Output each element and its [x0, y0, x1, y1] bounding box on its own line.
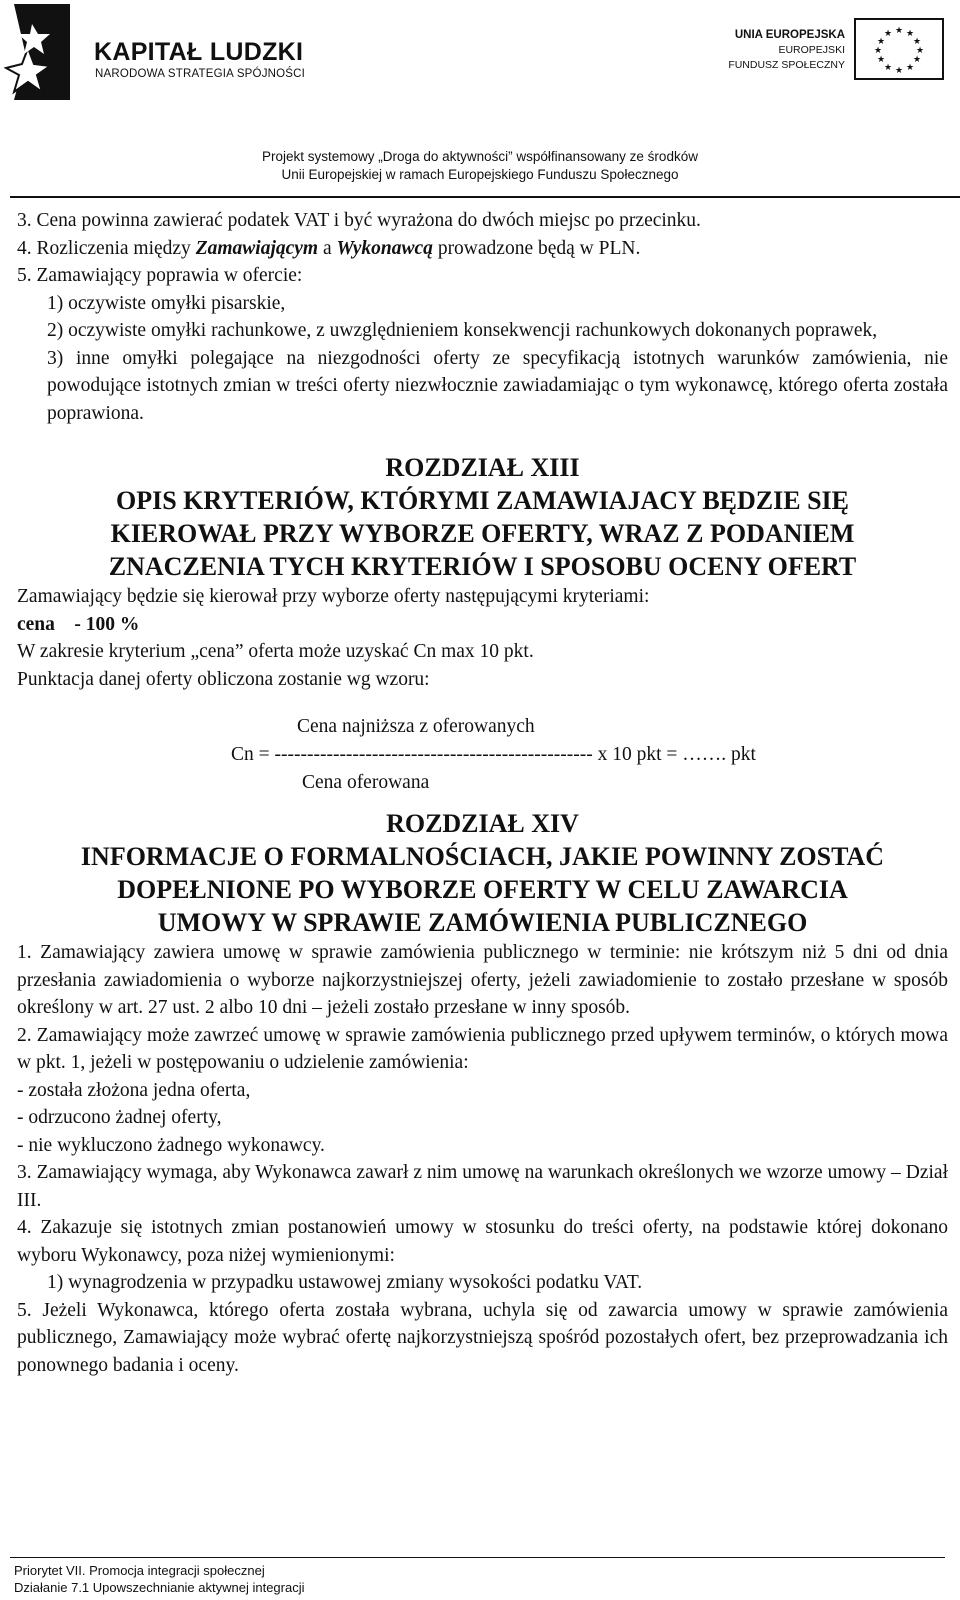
eu-flag-icon	[854, 18, 944, 80]
eu-logo-line1: UNIA EUROPEJSKA	[734, 29, 845, 41]
chapter-xiv-heading-2: DOPEŁNIONE PO WYBORZE OFERTY W CELU ZAWARCIA	[117, 875, 848, 904]
kapital-ludzki-title: KAPITAŁ LUDZKI	[94, 38, 304, 66]
chapter-xiv-item-2-bullet-1: - została złożona jedna oferta,	[17, 1079, 251, 1101]
prev-item-5-3: 3) inne omyłki polegające na niezgodności oferty ze specyfikacją istotnych warunków zamówienia, nie powodujące istotnych zmian w treści oferty niezwłocznie zawiadamiając o tym wykonawcę, którego oferta została poprawiona.	[47, 347, 948, 424]
chapter-xiv-item-1: 1. Zamawiający zawiera umowę w sprawie zamówienia publicznego w terminie: nie krótszym niż 5 dni od dnia przesłania zawiadomienia o wyborze najkorzystniejszej oferty, jeżeli zawiadomienie to zostało przesłane w sposób określony w art. 27 ust. 2 albo 10 dni – jeżeli zostało przesłane w inny sposób.	[17, 942, 948, 1018]
chapter-xiv-item-5: 5. Jeżeli Wykonawca, którego oferta została wybrana, uchyla się od zawarcia umowy w sprawie zamówienia publicznego, Zamawiający może wybrać ofertę najkorzystniejszą spośród pozostałych ofert, bez przeprowadzania ich ponownego badania i oceny.	[17, 1299, 948, 1376]
footer-priority: Priorytet VII. Promocja integracji społecznej	[14, 1563, 265, 1578]
chapter-xiv-heading-1: INFORMACJE O FORMALNOŚCIACH, JAKIE POWINNY ZOSTAĆ	[80, 842, 885, 871]
project-line-1: Projekt systemowy „Droga do aktywności” współfinansowany ze środków	[262, 149, 698, 164]
svg-text:★: ★	[894, 66, 904, 76]
prev-item-4	[17, 235, 948, 263]
eu-logo-line3: FUNDUSZ SPOŁECZNY	[728, 59, 845, 71]
prev-item-3: 3. Cena powinna zawierać podatek VAT i być wyrażona do dwóch miejsc po przecinku.	[17, 210, 701, 231]
kapital-ludzki-emblem-icon	[4, 4, 70, 100]
chapter-xiv-title: ROZDZIAŁ XIV	[386, 809, 579, 838]
zamawiajacy-emphasis: Zamawiającym	[195, 237, 319, 259]
chapter-xiv-item-2-bullet-3: - nie wykluczono żadnego wykonawcy.	[17, 1134, 325, 1156]
svg-text:★: ★	[894, 26, 904, 36]
svg-text:★: ★	[912, 55, 922, 65]
svg-text:★: ★	[876, 37, 886, 47]
page-header	[0, 0, 960, 200]
svg-text:★: ★	[912, 37, 922, 47]
page-footer	[14, 1562, 305, 1596]
chapter-xiv-item-4: 4. Zakazuje się istotnych zmian postanowień umowy w stosunku do treści oferty, na podstawie której dokonano wyboru Wykonawcy, poza niżej wymienionymi:	[17, 1217, 948, 1266]
chapter-xiii-title: ROZDZIAŁ XIII	[385, 453, 580, 482]
formula-denominator: Cena oferowana	[302, 772, 430, 793]
svg-text:★: ★	[915, 46, 925, 56]
chapter-xiv-item-2: 2. Zamawiający może zawrzeć umowę w sprawie zamówienia publicznego przed upływem terminów, o których mowa w pkt. 1, jeżeli w postępowaniu o udzielenie zamówienia:	[17, 1024, 948, 1073]
kapital-ludzki-subtitle: NARODOWA STRATEGIA SPÓJNOŚCI	[95, 68, 306, 80]
prev-item-5-2: 2) oczywiste omyłki rachunkowe, z uwzględnieniem konsekwencji rachunkowych dokonanych poprawek,	[47, 320, 878, 341]
chapter-xiv-item-3: 3. Zamawiający wymaga, aby Wykonawca zawarł z nim umowę na warunkach określonych we wzorze umowy – Dział III.	[17, 1162, 948, 1211]
spacer	[17, 427, 948, 451]
svg-text:★: ★	[905, 63, 915, 73]
spacer	[17, 789, 948, 807]
prev-item-5-1: 1) oczywiste omyłki pisarskie,	[47, 292, 286, 314]
svg-text:★: ★	[876, 55, 886, 65]
wykonawca-emphasis: Wykonawcą	[336, 237, 433, 259]
chapter-xiii-heading-3: ZNACZENIA TYCH KRYTERIÓW I SPOSOBU OCENY OFERT	[108, 552, 857, 581]
kapital-ludzki-logo	[4, 4, 314, 100]
prev-item-4-text-e: prowadzone będą w PLN.	[432, 237, 641, 259]
project-info	[0, 148, 960, 184]
chapter-xiii-heading-2: KIEROWAŁ PRZY WYBORZE OFERTY, WRAZ Z PODANIEM	[110, 519, 855, 548]
criterion-price: cena - 100 %	[17, 613, 140, 635]
footer-action: Działanie 7.1 Upowszechnianie aktywnej integracji	[14, 1580, 305, 1595]
document-body	[17, 207, 948, 1379]
prev-item-4-text-a: 4. Rozliczenia między	[17, 237, 196, 259]
eu-logo-text	[728, 28, 845, 73]
chapter-xiv-heading-3: UMOWY W SPRAWIE ZAMÓWIENIA PUBLICZNEGO	[157, 908, 808, 937]
eu-logo	[700, 18, 950, 84]
svg-text:★: ★	[873, 46, 883, 56]
scoring-intro: Punktacja danej oferty obliczona zostanie wg wzoru:	[17, 668, 430, 690]
chapter-xiii-heading-1: OPIS KRYTERIÓW, KTÓRYMI ZAMAWIAJACY BĘDZIE SIĘ	[115, 486, 850, 515]
scoring-formula	[17, 699, 948, 793]
footer-divider	[10, 1557, 945, 1558]
formula-line: Cn = ------------------------------------------------- x 10 pkt = ……. pkt	[231, 744, 756, 765]
eu-logo-line2: EUROPEJSKI	[778, 44, 845, 56]
svg-text:★: ★	[883, 29, 893, 39]
header-divider	[10, 196, 960, 198]
criterion-range: W zakresie kryterium „cena” oferta może uzyskać Cn max 10 pkt.	[17, 641, 534, 662]
prev-item-5: 5. Zamawiający poprawia w ofercie:	[17, 265, 303, 286]
svg-text:★: ★	[883, 63, 893, 73]
chapter-xiv-item-2-bullet-2: - odrzucono żadnej oferty,	[17, 1107, 222, 1128]
formula-numerator: Cena najniższa z oferowanych	[297, 716, 535, 737]
chapter-xiv-item-4-1: 1) wynagrodzenia w przypadku ustawowej zmiany wysokości podatku VAT.	[47, 1272, 643, 1293]
prev-item-4-text-c: a	[318, 237, 337, 259]
svg-text:★: ★	[905, 29, 915, 39]
criteria-intro: Zamawiający będzie się kierował przy wyborze oferty następującymi kryteriami:	[17, 586, 650, 607]
project-line-2: Unii Europejskiej w ramach Europejskiego Funduszu Społecznego	[281, 167, 679, 182]
